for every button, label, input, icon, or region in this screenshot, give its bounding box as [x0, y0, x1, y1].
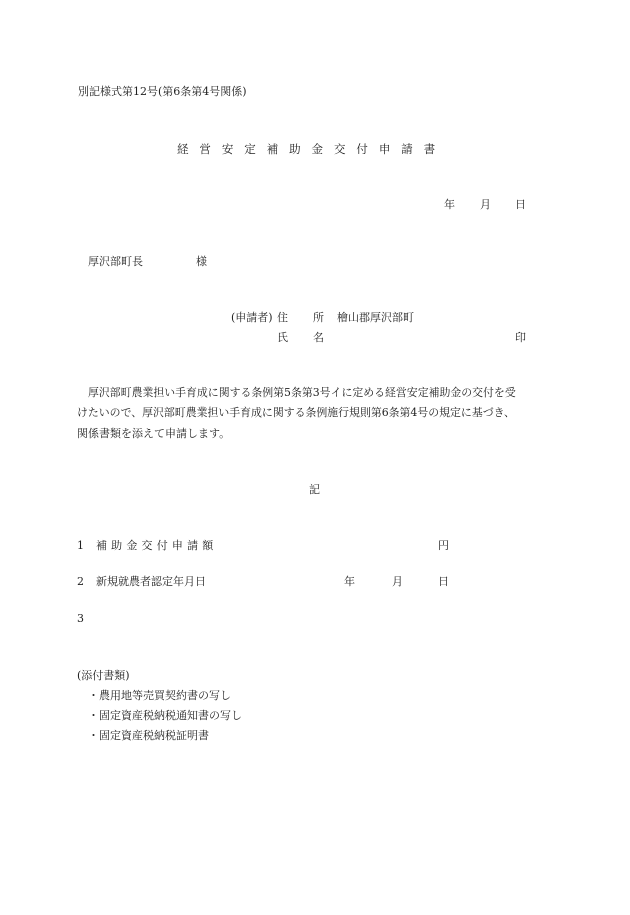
name-label-1: 氏	[277, 331, 288, 344]
item-2-number: 2	[77, 575, 84, 588]
item-1-number: 1	[77, 539, 84, 552]
attachment-item: ・固定資産税納税通知書の写し	[88, 709, 242, 722]
item-1-label: 補助金交付申請額	[96, 539, 218, 552]
name-label-2: 名	[313, 331, 324, 344]
addressee-honorific: 様	[196, 255, 207, 268]
item-1-unit: 円	[438, 539, 449, 552]
attachments-header: (添付書類)	[77, 669, 130, 682]
attachment-item: ・固定資産税納税証明書	[88, 729, 209, 742]
item-2-month: 月	[392, 575, 403, 588]
date-day: 日	[515, 198, 526, 211]
date-month: 月	[480, 198, 491, 211]
body-line-2: けたいので、厚沢部町農業担い手育成に関する条例施行規則第6条第4号の規定に基づき、	[77, 406, 515, 419]
body-line-3: 関係書類を添えて申請します。	[77, 427, 231, 440]
ki-heading: 記	[309, 483, 320, 496]
address-label-1: 住	[277, 311, 288, 324]
address-label-2: 所	[313, 311, 324, 324]
item-2-day: 日	[438, 575, 449, 588]
date-year: 年	[444, 198, 455, 211]
seal-mark: 印	[515, 331, 526, 344]
item-3-number: 3	[77, 612, 84, 625]
document-title: 経営安定補助金交付申請書	[177, 142, 447, 156]
addressee-name: 厚沢部町長	[88, 255, 143, 268]
form-number: 別記様式第12号(第6条第4号関係)	[78, 85, 247, 98]
item-2-year: 年	[344, 575, 355, 588]
applicant-prefix: (申請者)	[231, 311, 273, 324]
address-value: 檜山郡厚沢部町	[337, 311, 414, 324]
body-line-1: 厚沢部町農業担い手育成に関する条例第5条第3号イに定める経営安定補助金の交付を受	[88, 386, 516, 399]
item-2-label: 新規就農者認定年月日	[96, 575, 206, 588]
attachment-item: ・農用地等売買契約書の写し	[88, 689, 231, 702]
